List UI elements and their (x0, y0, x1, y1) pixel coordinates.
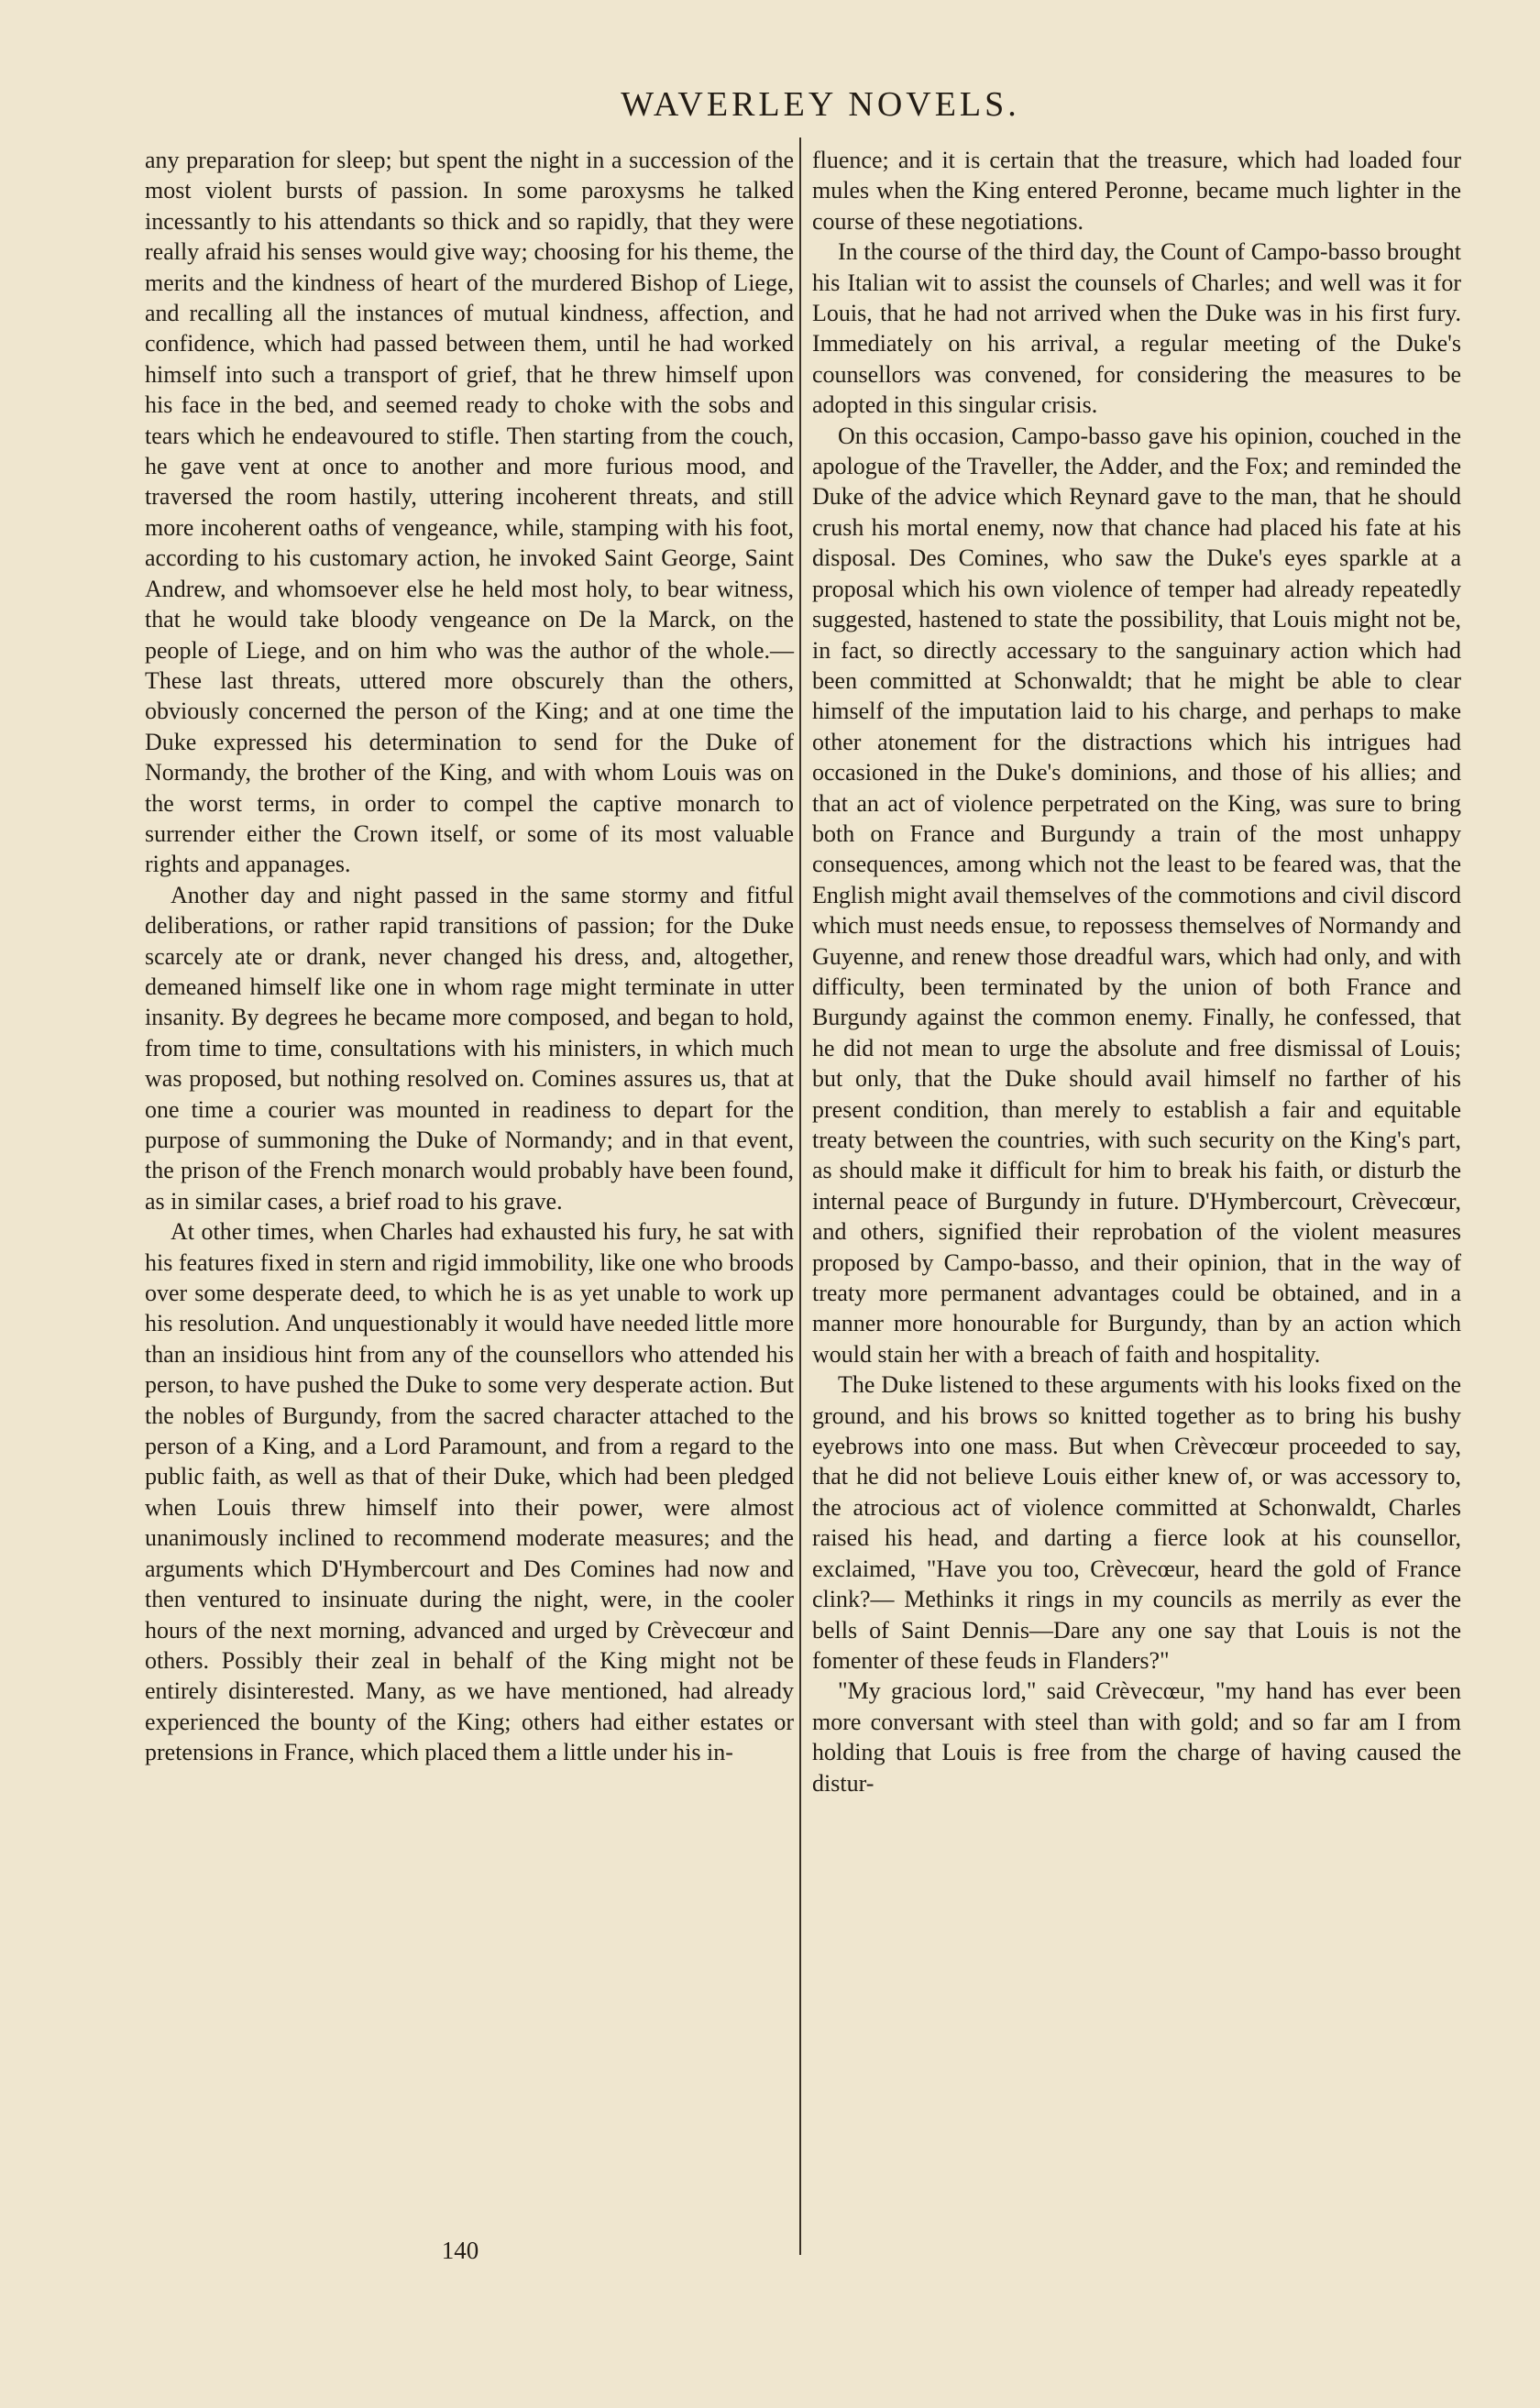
paragraph: Another day and night passed in the same stormy and fitful deliberations, or rather rapid transitions of passion; for the Duke scarcely ate or drank, never changed his dress, and, altogether, demeaned himself like one in whom rage might terminate in utter insanity. By degrees he became more composed, and began to hold, from time to time, consultations with his ministers, in which much was proposed, but nothing resolved on. Comines assures us, that at one time a courier was mounted in readiness to depart for the purpose of summoning the Duke of Normandy; and in that event, the prison of the French monarch would probably have been found, as in similar cases, a brief road to his grave. (145, 881, 794, 1215)
left-column (145, 145, 794, 1768)
paragraph: fluence; and it is certain that the treasure, which had loaded four mules when the King entered Peronne, became much lighter in the course of these negotiations. (812, 147, 1461, 235)
column-divider (799, 137, 801, 2255)
running-head: WAVERLEY NOVELS. (621, 85, 1020, 124)
paragraph: any preparation for sleep; but spent the night in a succession of the most violent bursts of passion. In some paroxysms he talked incessantly to his attendants so thick and so rapidly, that they were really afraid his senses would give way; choosing for his theme, the merits and the kindness of heart of the murdered Bishop of Liege, and recalling all the instances of mutual kindness, affection, and confidence, which had passed between them, until he had worked himself into such a transport of grief, that he threw himself upon his face in the bed, and seemed ready to choke with the sobs and tears which he endeavoured to stifle. Then starting from the couch, he gave vent at once to another and more furious mood, and traversed the room hastily, uttering incoherent threats, and still more incoherent oaths of vengeance, while, stamping with his foot, according to his customary action, he invoked Saint George, Saint Andrew, and whomsoever else he held most holy, to bear witness, that he would take bloody vengeance on De la Marck, on the people of Liege, and on him who was the author of the whole.— These last threats, uttered more obscurely than the others, obviously concerned the person of the King; and at one time the Duke expressed his determination to send for the Duke of Normandy, the brother of the King, and with whom Louis was on the worst terms, in order to compel the captive monarch to surrender either the Crown itself, or some of its most valuable rights and appanages. (145, 147, 794, 878)
paragraph: At other times, when Charles had exhausted his fury, he sat with his features fixed in stern and rigid immobility, like one who broods over some desperate deed, to which he is as yet unable to work up his resolution. And unquestionably it would have needed little more than an insidious hint from any of the counsellors who attended his person, to have pushed the Duke to some very desperate action. But the nobles of Burgundy, from the sacred character attached to the person of a King, and a Lord Paramount, and from a regard to the public faith, as well as that of their Duke, which had been pledged when Louis threw himself into their power, were almost unanimously inclined to recommend moderate measures; and the arguments which D'Hymbercourt and Des Comines had now and then ventured to insinuate during the night, were, in the cooler hours of the next morning, advanced and urged by Crèvecœur and others. Possibly their zeal in behalf of the King might not be entirely disinterested. Many, as we have mentioned, had already experienced the bounty of the King; others had either estates or pretensions in France, which placed them a little under his in- (145, 1218, 794, 1766)
paragraph: On this occasion, Campo-basso gave his opinion, couched in the apologue of the Traveller, the Adder, and the Fox; and reminded the Duke of the advice which Reynard gave to the man, that he should crush his mortal enemy, now that chance had placed his fate at his disposal. Des Comines, who saw the Duke's eyes sparkle at a proposal which his own violence of temper had already repeatedly suggested, hastened to state the possibility, that Louis might not be, in fact, so directly accessary to the sanguinary action which had been committed at Schonwaldt; that he might be able to clear himself of the imputation laid to his charge, and perhaps to make other atonement for the distractions which his intrigues had occasioned in the Duke's dominions, and those of his allies; and that an act of violence perpetrated on the King, was sure to bring both on France and Burgundy a train of the most unhappy consequences, among which not the least to be feared was, that the English might avail themselves of the commotions and civil discord which must needs ensue, to repossess themselves of Normandy and Guyenne, and renew those dreadful wars, which had only, and with difficulty, been terminated by the union of both France and Burgundy against the common enemy. Finally, he confessed, that he did not mean to urge the absolute and free dismissal of Louis; but only, that the Duke should avail himself no farther of his present condition, than merely to establish a fair and equitable treaty between the countries, with such security on the King's part, as should make it difficult for him to break his faith, or disturb the internal peace of Burgundy in future. D'Hymbercourt, Crèvecœur, and others, signified their reprobation of the violent measures proposed by Campo-basso, and their opinion, that in the way of treaty more permanent advantages could be obtained, and in a manner more honourable for Burgundy, than by an action which would stain her with a breach of faith and hospitality. (812, 422, 1461, 1368)
page-number: 140 (441, 2237, 479, 2264)
paragraph: "My gracious lord," said Crèvecœur, "my hand has ever been more conversant with steel than with gold; and so far am I from holding that Louis is free from the charge of having caused the distur- (812, 1677, 1461, 1797)
paragraph: In the course of the third day, the Count of Campo-basso brought his Italian wit to assist the counsels of Charles; and well was it for Louis, that he had not arrived when the Duke was in his first fury. Immediately on his arrival, a regular meeting of the Duke's counsellors was convened, for considering the measures to be adopted in this singular crisis. (812, 238, 1461, 419)
paragraph: The Duke listened to these arguments with his looks fixed on the ground, and his brows so knitted together as to bring his bushy eyebrows into one mass. But when Crèvecœur proceeded to say, that he did not believe Louis either knew of, or was accessory to, the atrocious act of violence committed at Schonwaldt, Charles raised his head, and darting a fierce look at his counsellor, exclaimed, "Have you too, Crèvecœur, heard the gold of France clink?— Methinks it rings in my councils as merrily as ever the bells of Saint Dennis—Dare any one say that Louis is not the fomenter of these feuds in Flanders?" (812, 1371, 1461, 1674)
right-column (812, 145, 1461, 1798)
